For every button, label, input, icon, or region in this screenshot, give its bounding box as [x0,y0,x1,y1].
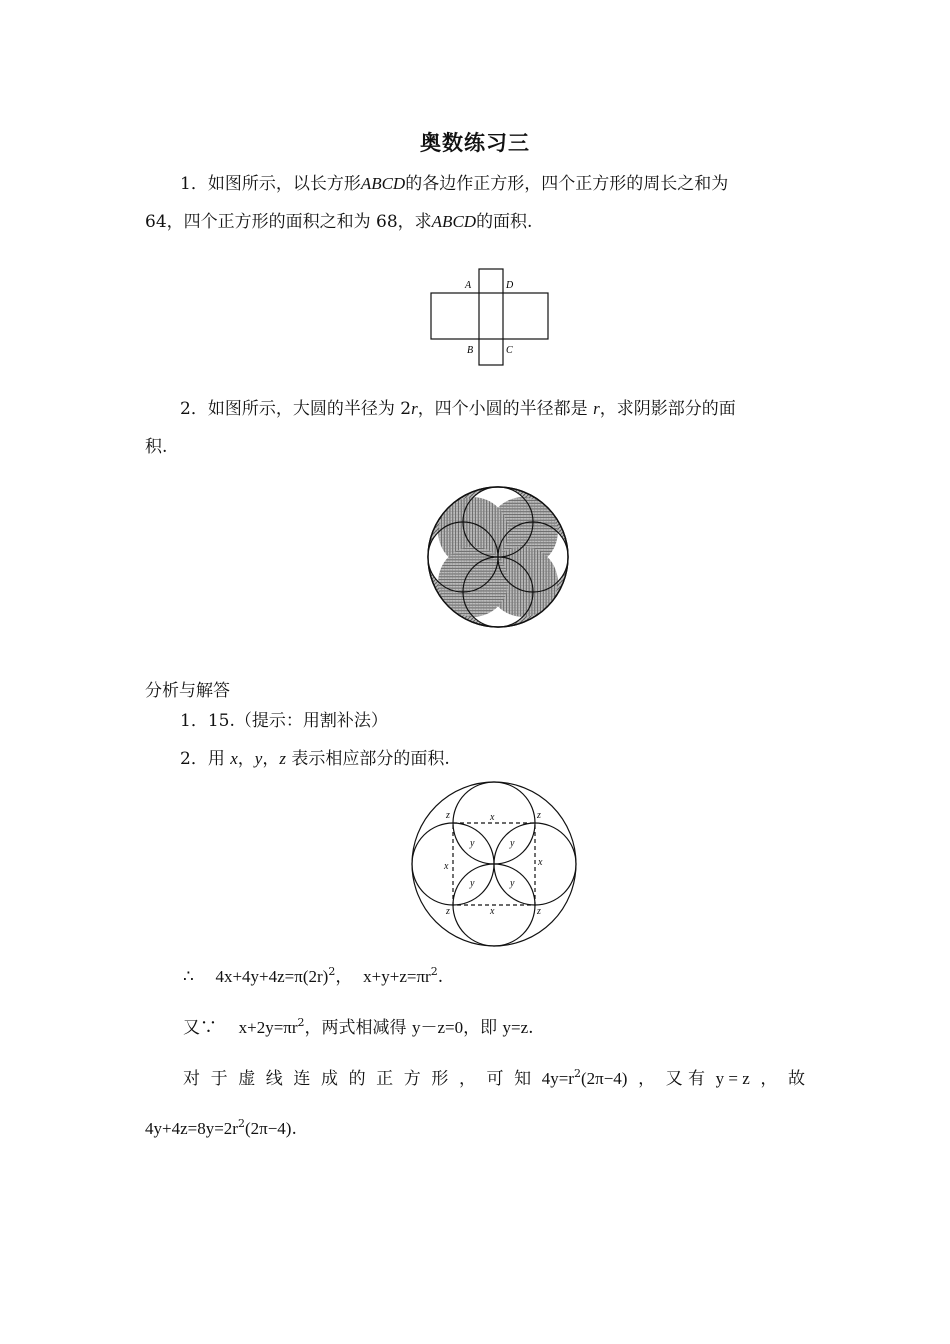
variable-z: z [279,749,286,768]
equation-4 [145,1118,297,1140]
problem-text: 的各边作正方形，四个正方形的周长之和为 [405,174,729,194]
label-x-right: x [538,857,543,868]
problem-number: 2． [180,399,208,419]
problem-2-line-2: 积. [145,437,168,457]
problem-text: ，四个小圆的半径都是 [417,399,588,419]
equation-text: ，即 [463,1018,498,1038]
formula: (2π−4) [580,1069,628,1088]
formula: y=z [502,1018,529,1037]
word: 虚 [238,1069,256,1089]
label-y-4: y [510,878,515,889]
answers-heading: 分析与解答 [145,681,230,701]
label-D: D [506,280,514,291]
figure-rectangle-squares [425,265,555,370]
formula: (2π−4) [244,1119,292,1138]
separator: ， [335,967,353,987]
exponent: 2 [328,965,336,978]
label-y-2: y [510,838,515,849]
problem-text: ，求阴影部分的面 [599,399,736,419]
problem-text: 如图所示，大圆的半径为 2 [207,399,412,419]
word: 可 [486,1069,504,1089]
exponent: 2 [573,1067,581,1080]
label-y-1: y [470,838,475,849]
period: . [528,1018,534,1038]
label-B: B [467,345,474,356]
answer-2-intro [180,748,450,770]
answer-text: 表示相应部分的面积. [291,749,450,769]
label-y-3: y [470,878,475,889]
variable-x: x [230,749,238,768]
period: . [291,1119,297,1139]
formula: 4y+4z=8y=2r [145,1119,238,1138]
therefore-symbol: ∴ [183,967,194,987]
variable-r: r [411,399,418,418]
formula: y = z [715,1069,750,1088]
exponent: 2 [430,965,438,978]
answer-1: 1．15.（提示：用割补法） [180,711,388,731]
problem-1-line-2 [145,211,532,233]
figure-labeled-circles [408,778,580,950]
rect-label: ABCD [360,174,406,193]
word: 正 [376,1069,394,1089]
equation-3 [183,1068,805,1090]
formula: 4x+4y+4z=π(2r) [215,967,329,986]
word: 知 [514,1069,532,1089]
label-A: A [465,280,472,291]
problem-text: 的面积. [476,212,533,232]
label-z-2: z [537,810,541,821]
problem-1-line-1 [180,173,728,195]
exponent: 2 [237,1117,245,1130]
problem-text: 64，四个正方形的面积之和为 68，求 [145,212,432,232]
because-symbol: 又∵ [183,1018,217,1038]
word: 对 [183,1069,200,1089]
rect-label: ABCD [431,212,477,231]
problem-2-line-1 [180,398,736,420]
formula: y－z=0 [411,1018,464,1037]
formula: x+y+z=πr [363,967,431,986]
word: 线 [265,1069,283,1089]
formula: x+2y=πr [238,1018,298,1037]
word: 方 [403,1069,421,1089]
small-circle-top [453,782,535,864]
word: 形 [431,1069,449,1089]
label-C: C [506,345,513,356]
page-title: 奥数练习三 [420,130,530,155]
formula-group [542,1068,628,1090]
word: 又 有 [665,1069,706,1089]
variable-r: r [593,399,600,418]
label-x-top: x [490,812,495,823]
equation-2 [183,1017,534,1039]
word: ， [458,1069,476,1089]
separator: ， [262,749,280,769]
word: 的 [348,1069,366,1089]
exponent: 2 [297,1016,305,1029]
word: 成 [320,1069,338,1089]
label-z-4: z [537,906,541,917]
label-z-1: z [446,810,450,821]
equation-1 [183,966,443,988]
separator: ， [638,1069,656,1089]
vertical-rect [479,269,503,365]
period: . [437,967,444,987]
label-x-bottom: x [490,906,495,917]
label-x-left: x [444,861,449,872]
figure-circles-shaded [426,485,570,629]
separator: ， [760,1069,778,1089]
separator: ， [237,749,255,769]
equation-text: ，两式相减得 [304,1018,407,1038]
formula: 4y=r [541,1069,574,1088]
word: 故 [787,1069,805,1089]
word: 于 [210,1069,228,1089]
label-z-3: z [446,906,450,917]
problem-number: 1． [180,174,208,194]
word: 连 [293,1069,311,1089]
answer-text: 2．用 [180,749,225,769]
horizontal-rect [431,293,548,339]
variable-y: y [254,749,263,768]
problem-text: 如图所示，以长方形 [207,174,361,194]
